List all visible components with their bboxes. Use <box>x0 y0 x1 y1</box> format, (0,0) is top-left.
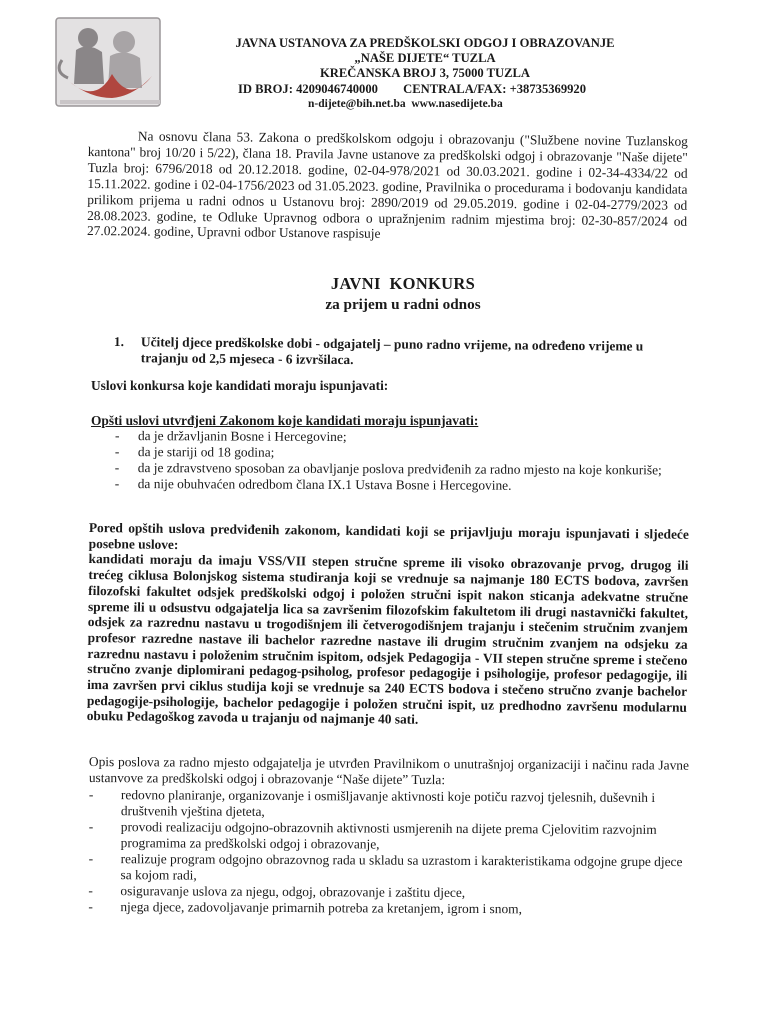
institution-logo <box>50 12 168 112</box>
list-item: - realizuje program odgojno obrazovnog rada u skladu sa uzrastom i karakteristikama odgojne grupe djece sa kojom radi, <box>88 851 686 886</box>
special-conditions-text: kandidati moraju da imaju VSS/VII stepen stručne spreme ili visoko obrazovanje prvog, drugog ili trećeg ciklusa Bolonjskog sistema studiranja koji se vrednuje sa najmanje 180 ECTS bodova, završen filozofski fakultet odsjek predškolski odgoj i položen stručni ispit nakon sticanja adekvatne stručne spreme ili u odsustvu odgajatelja lica sa završenim filozofskim fakultetom ili drugi nastavnički fakultet, odsjek za razrednu nastavu u trogodišnjem ili četverogodišnjem trajanju i stečenim stručnim zvanjem profesor razredne nastave ili bachelor razredne nastave ili drugim stručnim zvanjem na odsjeku za razrednu nastavu i položenim stručnim ispitom, odsjek Pedagogija - VII stepen stručne spreme i stečeno stručno zvanje diplomirani pedagog-psiholog, profesor pedagogije i psihologije, profesor pedagogije, ili ima završen prvi ciklus studija koji se vrednuje sa 240 ECTS bodova i stečeno stručno zvanje bachelor pedagogije-psihologije, bachelor pedagogije i položen stručni ispit, uz predhodno završenu modularnu obuku Pedagoškog zavoda u trajanju od najmanje 40 sati. <box>86 551 689 728</box>
conditions-heading: Uslovi konkursa koje kandidati moraju ispunjavati: <box>91 378 389 393</box>
title-main: JAVNI KONKURS <box>330 274 476 293</box>
list-item: - da nije obuhvaćen odredbom člana IX.1 Ustava Bosne i Hercegovine. <box>115 476 685 494</box>
document-title <box>0 274 768 314</box>
list-item: - njega djece, zadovoljavanje primarnih potreba za kretanjem, igrom i snom, <box>88 899 686 918</box>
list-item: - da je stariji od 18 godina; <box>115 444 685 462</box>
legal-basis-paragraph <box>87 128 688 245</box>
list-item: - da je državljanin Bosne i Hercegovine; <box>115 428 685 446</box>
position-number: 1. <box>113 334 125 350</box>
title-sub: za prijem u radni odnos <box>325 296 481 313</box>
institution-id-phone: ID BROJ: 4209046740000 CENTRALA/FAX: +38735369920 <box>238 81 587 96</box>
letterhead <box>190 36 660 112</box>
duties-list <box>88 787 687 918</box>
job-description-text: Opis poslova za radno mjesto odgajatelja je utvrđen Pravilnikom o unutrašnjoj organizaciji i načinu rada Javne ustanvove za predškolski odgoj i obrazovanje “Naše dijete” Tuzla: <box>88 754 689 788</box>
position-text: Učitelj djece predškolske dobi - odgajatelj – puno radno vrijeme, na određeno vrijeme u trajanju od 2,5 mjeseca - 6 izvršilaca. <box>140 334 644 368</box>
list-item: - provodi realizaciju odgojno-obrazovnih aktivnosti usmjerenih na dijete prema Cjelovitim razvojnim programima za predškolski odgoj i obrazovanje, <box>89 819 687 854</box>
general-conditions-heading: Opšti uslovi utvrđjeni Zakonom koje kandidati moraju ispunjavati: <box>91 413 479 428</box>
position-item <box>114 334 679 371</box>
special-conditions <box>87 520 689 731</box>
job-description-intro <box>89 754 689 790</box>
institution-name: JAVNA USTANOVA ZA PREDŠKOLSKI ODGOJ I OBRAZOVANJE <box>235 36 615 50</box>
special-conditions-intro: Pored opštih uslova predviđenih zakonom, kandidati koji se prijavljuju moraju ispunjavati i sljedeće posebne uslove: <box>88 520 689 552</box>
general-conditions-list <box>115 428 685 494</box>
institution-address: KREČANSKA BROJ 3, 75000 TUZLA <box>319 66 531 81</box>
institution-subname: „NAŠE DIJETE“ TUZLA <box>354 51 496 66</box>
intro-text: Na osnovu člana 53. Zakona o predškolskom odgoju i obrazovanju ("Službene novine Tuzlanskog kantona" broj 10/20 i 5/22), člana 18. Pravila Javne ustanove za predškolski odgoj i obrazovanje "Naše dijete" Tuzla broj: 6796/2018 od 20.12.2018. godine, 02-04-978/2021 od 30.03.2021. godine i 02-34-4334/22 od 15.11.2022. godine i 02-04-1756/2023 od 31.05.2023. godine, Pravilnika o procedurama i bodovanju kandidata prilikom prijema u radni odnos u Ustanovu broj: 2890/2019 od 29.05.2019. godine i 02-04-2779/2023 od 28.08.2023. godine, te Odluke Upravnog odbora o upražnjenim radnim mjestima broj: 02-30-857/2024 od 27.02.2024. godine, Upravni odbor Ustanove raspisuje <box>86 128 688 242</box>
list-item: - redovno planiranje, organizovanje i osmišljavanje aktivnosti koje potiču razvoj tjelesnih, duševnih i društvenih vještina djeteta, <box>89 787 687 822</box>
institution-email-web: n-dijete@bih.net.ba www.nasedijete.ba <box>308 97 503 110</box>
list-item: - osiguravanje uslova za njegu, odgoj, obrazovanje i zaštitu djece, <box>88 883 686 902</box>
list-item: - da je zdravstveno sposoban za obavljanje poslova predviđenih za radno mjesto na koje konkuriše; <box>115 460 685 478</box>
